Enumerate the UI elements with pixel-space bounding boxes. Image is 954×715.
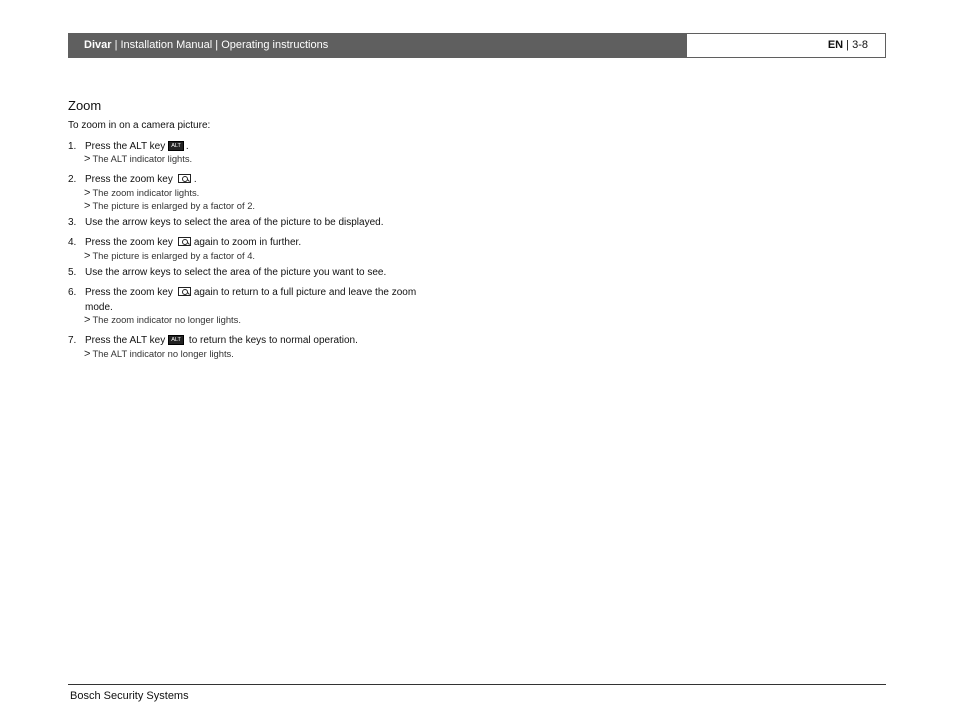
step-number: 5. xyxy=(68,267,77,278)
step-number: 2. xyxy=(68,174,77,185)
step-text-post: again to return to a full picture and leave the zoom xyxy=(193,287,417,298)
result-marker: > xyxy=(84,200,91,212)
brand-name: Divar xyxy=(84,39,112,51)
step-number: 3. xyxy=(68,217,77,228)
step-result xyxy=(84,200,255,212)
step-text xyxy=(85,140,189,154)
footer-company: Bosch Security Systems xyxy=(70,690,189,702)
result-marker: > xyxy=(84,250,91,262)
step-text-pre: Press the ALT key xyxy=(85,335,166,346)
result-text: The zoom indicator lights. xyxy=(92,187,200,198)
step-text xyxy=(85,334,358,348)
alt-key-icon: ALT xyxy=(168,141,184,151)
step-text-post: again to zoom in further. xyxy=(193,237,302,248)
step-result xyxy=(84,348,234,360)
step-number: 4. xyxy=(68,237,77,248)
step-text-pre: Press the ALT key xyxy=(85,141,166,152)
page-number: | 3-8 xyxy=(843,39,868,51)
result-marker: > xyxy=(84,187,91,199)
step-text-post: to return the keys to normal operation. xyxy=(188,335,358,346)
result-text: The zoom indicator no longer lights. xyxy=(92,314,241,325)
section-title: Zoom xyxy=(68,98,102,113)
step-number: 7. xyxy=(68,335,77,346)
document-title: | Installation Manual | Operating instructions xyxy=(111,39,329,51)
page-indicator xyxy=(686,33,886,58)
step-text-post: . xyxy=(193,174,197,185)
step-result xyxy=(84,153,192,165)
step-text: Use the arrow keys to select the area of the picture to be displayed. xyxy=(85,217,384,228)
language-code: EN xyxy=(827,39,844,51)
result-text: The picture is enlarged by a factor of 4. xyxy=(92,250,256,261)
result-text: The ALT indicator lights. xyxy=(92,153,193,164)
result-marker: > xyxy=(84,348,91,360)
result-text: The picture is enlarged by a factor of 2. xyxy=(92,200,256,211)
step-text-pre: Press the zoom key xyxy=(85,237,173,248)
step-text-continued: mode. xyxy=(85,302,113,313)
step-text-pre: Press the zoom key xyxy=(85,174,173,185)
step-text-pre: Press the zoom key xyxy=(85,287,173,298)
alt-key-icon: ALT xyxy=(168,335,184,345)
step-result xyxy=(84,250,255,262)
step-result xyxy=(84,314,241,326)
step-text xyxy=(85,286,416,300)
step-text xyxy=(85,173,197,187)
result-text: The ALT indicator no longer lights. xyxy=(92,348,234,359)
footer-divider xyxy=(68,684,886,685)
zoom-key-icon xyxy=(178,174,191,183)
step-number: 6. xyxy=(68,287,77,298)
zoom-key-icon xyxy=(178,237,191,246)
step-number: 1. xyxy=(68,141,77,152)
result-marker: > xyxy=(84,153,91,165)
zoom-key-icon xyxy=(178,287,191,296)
step-text xyxy=(85,236,301,250)
step-result xyxy=(84,187,199,199)
intro-text: To zoom in on a camera picture: xyxy=(68,120,211,131)
step-text: Use the arrow keys to select the area of the picture you want to see. xyxy=(85,267,387,278)
result-marker: > xyxy=(84,314,91,326)
header-bar xyxy=(68,33,686,58)
step-text-post: . xyxy=(185,141,189,152)
